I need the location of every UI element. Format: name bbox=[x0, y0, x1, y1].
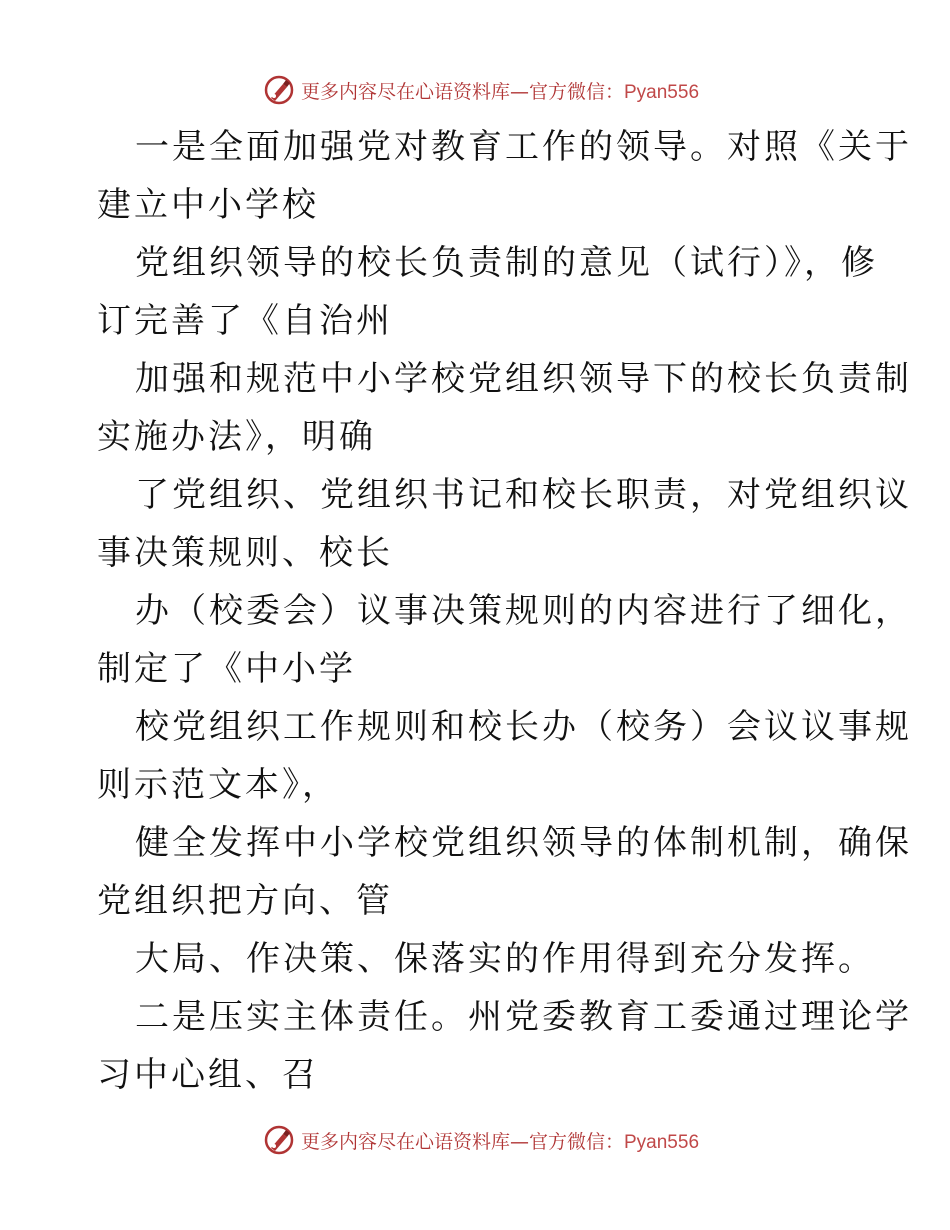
text-line: 了党组织、党组织书记和校长职责，对党组织议 bbox=[135, 475, 912, 515]
text-line: 则示范文本》， bbox=[97, 765, 339, 805]
text-line: 二是压实主体责任。州党委教育工委通过理论学 bbox=[135, 997, 912, 1037]
footer-banner-text bbox=[301, 1127, 699, 1154]
text-line: 健全发挥中小学校党组织领导的体制机制，确保 bbox=[135, 823, 912, 863]
text-line: 校党组织工作规则和校长办（校务）会议议事规 bbox=[135, 707, 912, 747]
text-line: 党组织把方向、管 bbox=[97, 881, 393, 921]
text-line: 制定了《中小学 bbox=[97, 649, 356, 689]
text-line: 事决策规则、校长 bbox=[97, 533, 393, 573]
text-line: 建立中小学校 bbox=[97, 185, 319, 225]
text-line: 办（校委会）议事决策规则的内容进行了细化， bbox=[135, 591, 912, 631]
pen-logo-icon bbox=[263, 74, 295, 106]
text-line: 习中心组、召 bbox=[97, 1055, 319, 1095]
header-banner-handle: Pyan556 bbox=[624, 81, 700, 103]
footer-banner-inner bbox=[263, 1124, 699, 1156]
header-banner bbox=[0, 70, 950, 110]
header-banner-label: 更多内容尽在心语资料库—官方微信： bbox=[300, 80, 624, 103]
text-line: 一是全面加强党对教育工作的领导。对照《关于 bbox=[135, 127, 912, 167]
text-line: 实施办法》，明确 bbox=[97, 417, 376, 457]
text-line: 加强和规范中小学校党组织领导下的校长负责制 bbox=[135, 359, 912, 399]
document-body bbox=[97, 118, 912, 1104]
text-line: 党组织领导的校长负责制的意见（试行）》，修 bbox=[135, 243, 878, 283]
pen-logo-icon bbox=[263, 1124, 295, 1156]
header-banner-inner bbox=[263, 74, 699, 106]
footer-banner bbox=[0, 1120, 950, 1160]
footer-banner-handle: Pyan556 bbox=[624, 1131, 700, 1153]
text-line: 订完善了《自治州 bbox=[97, 301, 393, 341]
text-line: 大局、作决策、保落实的作用得到充分发挥。 bbox=[135, 939, 875, 979]
footer-banner-label: 更多内容尽在心语资料库—官方微信： bbox=[300, 1130, 624, 1153]
header-banner-text bbox=[301, 77, 699, 104]
